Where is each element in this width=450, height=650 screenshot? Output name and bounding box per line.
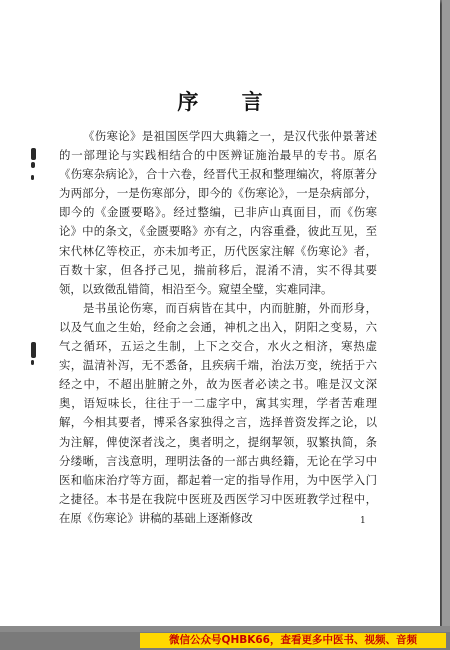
- binding-mark: [31, 162, 35, 168]
- body-text: [59, 127, 377, 528]
- binding-mark: [31, 360, 34, 365]
- binding-mark: [31, 342, 36, 358]
- binding-mark: [31, 148, 36, 160]
- page-number: 1: [360, 516, 366, 526]
- vertical-scrollbar[interactable]: [442, 0, 450, 626]
- binding-mark: [31, 175, 34, 180]
- page-title: 序 言: [177, 89, 281, 114]
- footer-banner: 微信公众号QHBK66，查看更多中医书、视频、音频: [140, 633, 446, 648]
- paragraph: 是书虽论伤寒，而百病皆在其中，内而脏腑，外而形身，以及气血之生始，经俞之会通，神机之出入，阴阳之变易，六气之循环，五运之生制，上下之交合，水火之相济，寒热虚实，温清补泻，无不悉备，且疾病千端，治法万变，统括于六经之中，不超出脏腑之外，故为医者必读之书。唯是汉文深奥，语短味长，往往于一二虚字中，寓其实理，学者苦难理解，今相其要者，博采各家独得之言，选择普资发挥之论，以为注解，俾使深者浅之，奥者明之，提纲挈领，驭繁执简，条分缕晰，言浅意明，理明法备的一部古典经籍，无论在学习中医和临床治疗等方面，都起着一定的指导作用，为中医学入门之捷径。本书是在我院中医班及西医学习中医班教学过程中，在原《伤寒论》讲稿的基础上逐渐修改: [59, 300, 377, 525]
- paragraph: 《伤寒论》是祖国医学四大典籍之一，是汉代张仲景著述的一部理论与实践相结合的中医辨证施治最早的专书。原名《伤寒杂病论》，合十六卷，经晋代王叔和整理编次，将原著分为两部分，一是伤寒部分，即今的《伤寒论》，一是杂病部分，即今的《金匮要略》。经过整编，已非庐山真面目，而《伤寒论》中的条文，《金匮要略》亦有之，内容重叠，彼此互见，至宋代林亿等校正，亦未加考正，历代医家注解《伤寒论》者，百数十家，但各抒己见，揣前移后，混淆不清，实不得其要领，以致徵乱错简，相沿至今。窥望全璧，实难同津。: [59, 129, 377, 296]
- horizontal-scrollbar[interactable]: [0, 626, 450, 632]
